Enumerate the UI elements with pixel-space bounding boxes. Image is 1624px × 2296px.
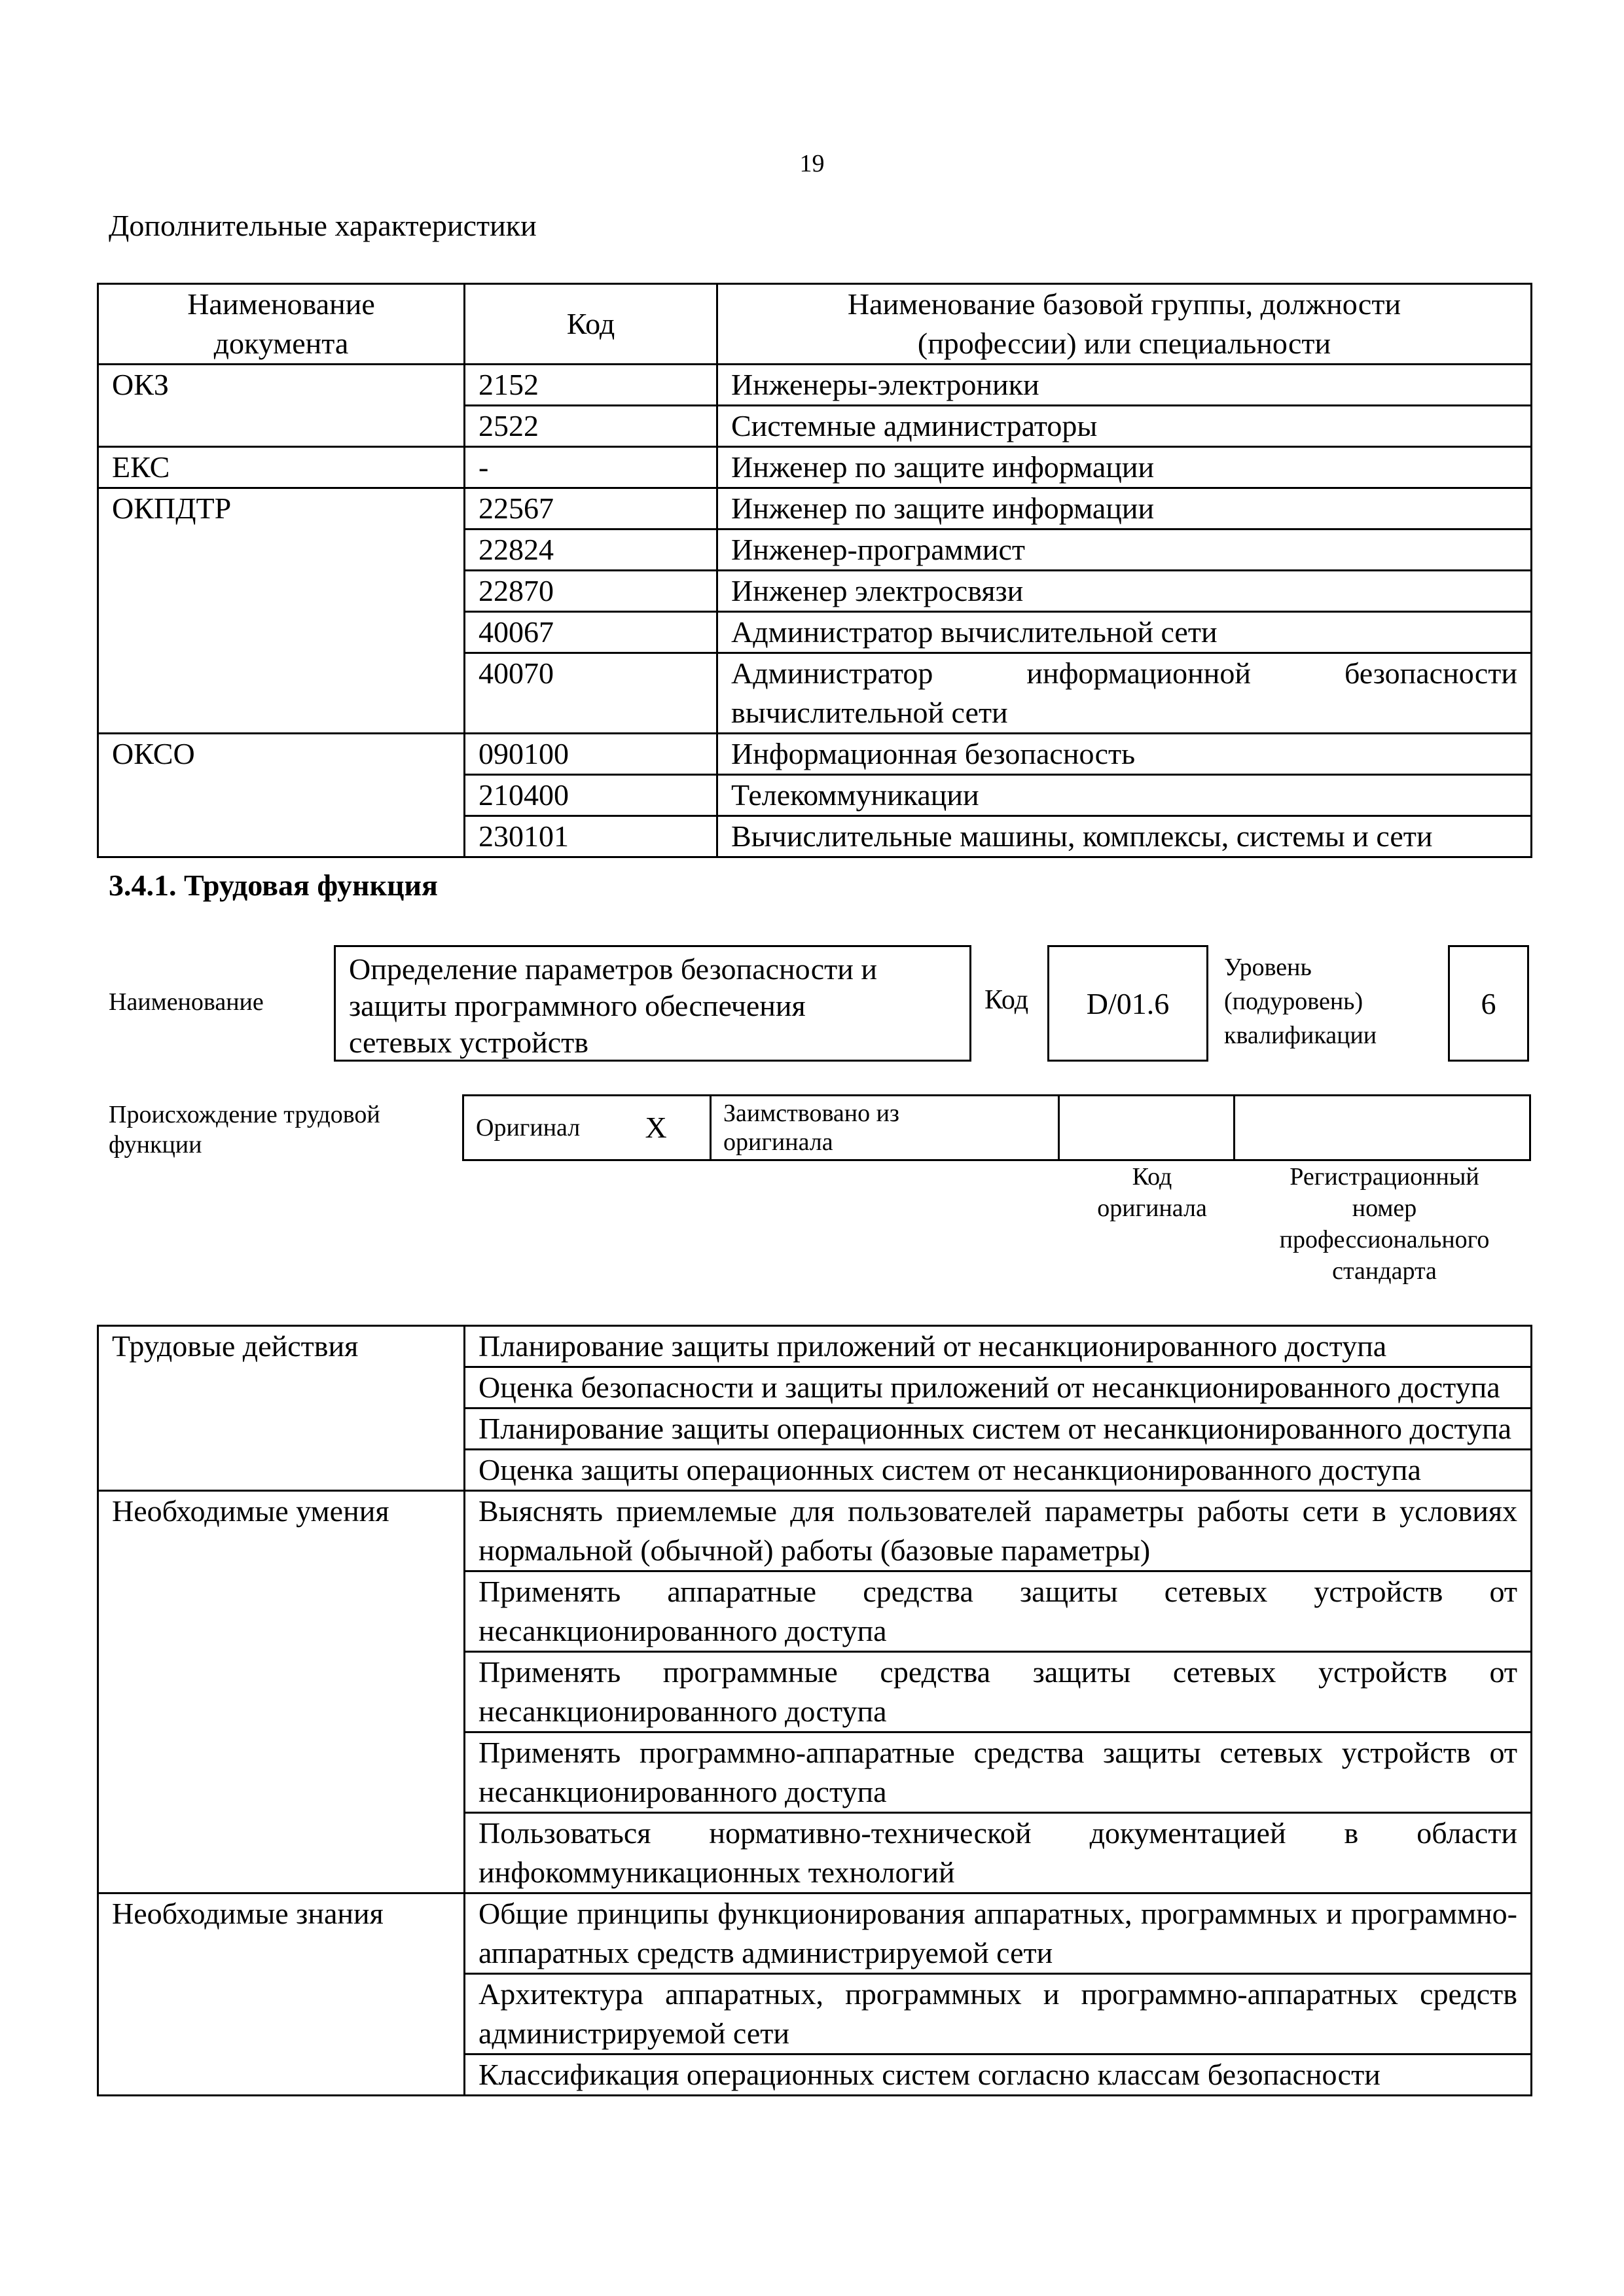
doc-cell: ОКПДТР	[98, 488, 465, 734]
name-cell: Инженер по защите информации	[717, 488, 1532, 529]
name-cell: Системные администраторы	[717, 406, 1532, 447]
table-row	[98, 1491, 1532, 1571]
origin-label	[109, 1100, 380, 1160]
code-label: Код	[984, 985, 1029, 1015]
name-cell-line-2: вычислительной сети	[731, 696, 1008, 729]
table-row	[98, 365, 1532, 406]
borrowed-label-line-2: оригинала	[723, 1128, 833, 1156]
page-number: 19	[799, 150, 825, 177]
name-cell	[717, 653, 1532, 734]
section-title: 3.4.1. Трудовая функция	[109, 869, 438, 902]
doc-cell: ОКСО	[98, 734, 465, 857]
original-label: Оригинал	[463, 1096, 634, 1160]
origin-label-line-1: Происхождение трудовой	[109, 1101, 380, 1128]
additional-characteristics-heading: Дополнительные характеристики	[109, 209, 537, 242]
labor-action-item: Планирование защиты операционных систем от несанкционированного доступа	[465, 1408, 1532, 1450]
origin-table	[462, 1094, 1531, 1161]
code-cell: 2522	[465, 406, 717, 447]
code-cell: 22567	[465, 488, 717, 529]
code-cell: 2152	[465, 365, 717, 406]
borrowed-label-line-1: Заимствовано из	[723, 1100, 899, 1127]
qualification-level-box: 6	[1448, 945, 1529, 1062]
code-header: Код	[465, 284, 717, 365]
code-cell: 40067	[465, 612, 717, 653]
knowledge-item: Классификация операционных систем согласно классам безопасности	[465, 2054, 1532, 2096]
caption-line: Код	[1132, 1163, 1172, 1191]
name-word: безопасности	[1344, 656, 1517, 690]
doc-cell: ОКЗ	[98, 365, 465, 447]
code-cell: -	[465, 447, 717, 488]
table-row	[98, 447, 1532, 488]
function-name-line-1: Определение параметров безопасности и	[349, 952, 877, 986]
table-row	[98, 734, 1532, 775]
function-code-box: D/01.6	[1047, 945, 1208, 1062]
code-cell: 40070	[465, 653, 717, 734]
origin-label-line-2: функции	[109, 1131, 202, 1158]
name-cell: Инженер по защите информации	[717, 447, 1532, 488]
level-label-line-3: квалификации	[1224, 1022, 1377, 1049]
labor-action-item: Оценка безопасности и защиты приложений от несанкционированного доступа	[465, 1367, 1532, 1408]
skill-item: Применять аппаратные средства защиты сетевых устройств от несанкционированного доступа	[465, 1571, 1532, 1652]
knowledge-label: Необходимые знания	[98, 1893, 465, 2096]
doc-header	[98, 284, 465, 365]
level-label-line-2: (подуровень)	[1224, 988, 1363, 1015]
borrowed-label	[711, 1096, 1059, 1160]
knowledge-item: Общие принципы функционирования аппаратных, программных и программно-аппаратных средств администрируемой сети	[465, 1893, 1532, 1974]
name-header	[717, 284, 1532, 365]
table-row	[98, 1326, 1532, 1367]
function-name-line-2: защиты программного обеспечения	[349, 989, 806, 1022]
function-name-label: Наименование	[109, 988, 264, 1016]
skill-item: Применять программно-аппаратные средства защиты сетевых устройств от несанкционированного доступа	[465, 1732, 1532, 1813]
caption-line: оригинала	[1097, 1194, 1207, 1222]
labor-action-item: Планирование защиты приложений от несанкционированного доступа	[465, 1326, 1532, 1367]
code-cell: 090100	[465, 734, 717, 775]
origin-row	[463, 1096, 1530, 1160]
name-cell: Телекоммуникации	[717, 775, 1532, 816]
registration-number-caption	[1231, 1161, 1538, 1287]
registration-number-cell	[1235, 1096, 1530, 1160]
table-header-row	[98, 284, 1532, 365]
labor-action-item: Оценка защиты операционных систем от несанкционированного доступа	[465, 1450, 1532, 1491]
doc-header-line-2: документа	[213, 327, 349, 360]
original-code-cell	[1059, 1096, 1235, 1160]
name-header-line-1: Наименование базовой группы, должности	[847, 287, 1401, 321]
caption-line: стандарта	[1332, 1257, 1437, 1285]
skills-label: Необходимые умения	[98, 1491, 465, 1893]
labor-actions-label: Трудовые действия	[98, 1326, 465, 1491]
caption-line: профессионального	[1279, 1226, 1490, 1253]
function-details-table	[97, 1325, 1532, 2096]
code-cell: 22870	[465, 571, 717, 612]
level-label-line-1: Уровень	[1224, 954, 1312, 981]
name-header-line-2: (профессии) или специальности	[917, 327, 1331, 360]
qualification-level-label	[1224, 950, 1377, 1052]
name-cell: Инженеры-электроники	[717, 365, 1532, 406]
original-code-caption	[1060, 1161, 1244, 1224]
code-cell: 210400	[465, 775, 717, 816]
caption-line: номер	[1352, 1194, 1417, 1222]
name-word: информационной	[1026, 656, 1251, 690]
characteristics-table	[97, 283, 1532, 858]
skill-item: Пользоваться нормативно-технической документацией в области инфокоммуникационных технологий	[465, 1813, 1532, 1893]
skill-item: Выяснять приемлемые для пользователей параметры работы сети в условиях нормальной (обычной) работы (базовые параметры)	[465, 1491, 1532, 1571]
name-cell: Инженер электросвязи	[717, 571, 1532, 612]
code-cell: 22824	[465, 529, 717, 571]
name-cell-line-1	[731, 654, 1517, 693]
name-cell: Администратор вычислительной сети	[717, 612, 1532, 653]
table-row	[98, 1893, 1532, 1974]
function-name-line-3: сетевых устройств	[349, 1026, 588, 1059]
doc-cell: ЕКС	[98, 447, 465, 488]
original-mark: X	[634, 1096, 711, 1160]
code-cell: 230101	[465, 816, 717, 857]
knowledge-item: Архитектура аппаратных, программных и программно-аппаратных средств администрируемой сети	[465, 1974, 1532, 2054]
doc-header-line-1: Наименование	[187, 287, 375, 321]
skill-item: Применять программные средства защиты сетевых устройств от несанкционированного доступа	[465, 1652, 1532, 1732]
table-row	[98, 488, 1532, 529]
name-cell: Инженер-программист	[717, 529, 1532, 571]
caption-line: Регистрационный	[1290, 1163, 1479, 1191]
function-name-box	[334, 945, 971, 1062]
name-word: Администратор	[731, 656, 933, 690]
name-cell: Информационная безопасность	[717, 734, 1532, 775]
name-cell: Вычислительные машины, комплексы, системы и сети	[717, 816, 1532, 857]
